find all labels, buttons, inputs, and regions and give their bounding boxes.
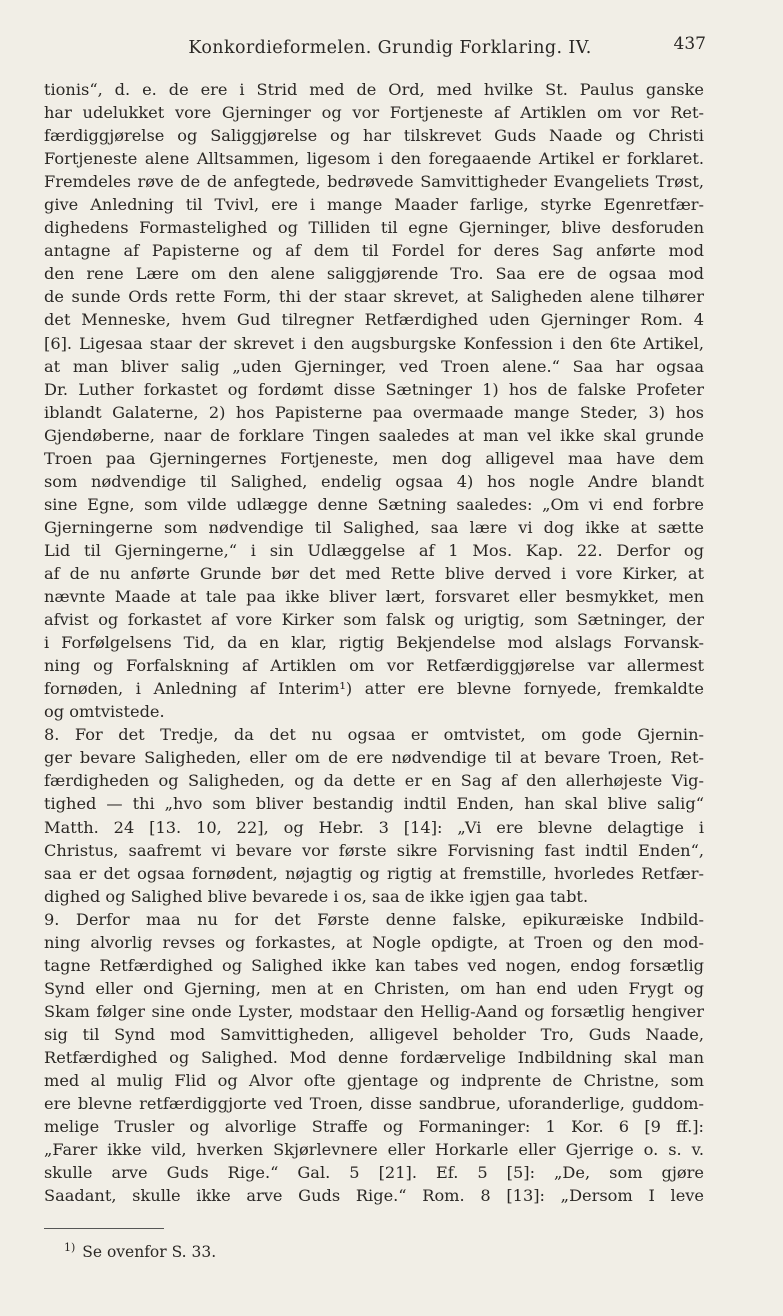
text-line: sig til Synd mod Samvittigheden, alligevel beholder Tro, Guds Naade,: [44, 1024, 704, 1044]
text-line: afvist og forkastet af vore Kirker som falsk og urigtig, som Sætninger, der: [44, 610, 704, 630]
text-line: Christus, saafremt vi bevare vor første sikre Forvisning fast indtil Enden“,: [44, 840, 704, 860]
text-line: har udelukket vore Gjerninger og vor Fortjeneste af Artiklen om vor Ret-: [44, 103, 704, 123]
text-line: dighed og Salighed blive bevarede i os, saa de ikke igjen gaa tabt.: [44, 886, 589, 906]
text-line: „Farer ikke vild, hverken Skjørlevnere eller Horkarle eller Gjerrige o. s. v.: [44, 1140, 704, 1160]
text-line: Retfærdighed og Salighed. Mod denne fordærvelige Indbildning skal man: [44, 1047, 704, 1067]
text-line: den rene Lære om den alene saliggjørende Tro. Saa ere de ogsaa mod: [44, 264, 704, 284]
text-line: skulle arve Guds Rige.“ Gal. 5 [21]. Ef. 5 [5]: „De, som gjøre: [44, 1163, 704, 1183]
text-line: Dr. Luther forkastet og fordømt disse Sætninger 1) hos de falske Profeter: [44, 379, 704, 399]
text-line: Matth. 24 [13. 10, 22], og Hebr. 3 [14]: „Vi ere blevne delagtige i: [44, 817, 704, 837]
text-line: dighedens Formastelighed og Tilliden til egne Gjerninger, blive desforuden: [44, 218, 704, 238]
text-line: [6]. Ligesaa staar der skrevet i den augsburgske Konfession i den 6te Artikel,: [44, 333, 704, 353]
text-line: 9. Derfor maa nu for det Første denne falske, epikuræiske Indbild-: [44, 909, 704, 929]
text-line: Lid til Gjerningerne,“ i sin Udlæggelse af 1 Mos. Kap. 22. Derfor og: [44, 540, 704, 560]
text-line: ger bevare Saligheden, eller om de ere nødvendige til at bevare Troen, Ret-: [44, 748, 704, 768]
text-line: færdiggjørelse og Saliggjørelse og har tilskrevet Guds Naade og Christi: [44, 126, 704, 146]
text-line: færdigheden og Saligheden, og da dette er en Sag af den allerhøjeste Vig-: [44, 771, 704, 791]
text-line: Synd eller ond Gjerning, men at en Christen, om han end uden Frygt og: [44, 978, 704, 998]
text-line: melige Trusler og alvorlige Straffe og Formaninger: 1 Kor. 6 [9 ff.]:: [44, 1117, 704, 1137]
page-number: 437: [673, 34, 706, 54]
footnote: [64, 1238, 564, 1262]
text-line: fornøden, i Anledning af Interim¹) atter ere blevne fornyede, fremkaldte: [44, 679, 704, 699]
text-line: af de nu anførte Grunde bør det med Rette blive derved i vore Kirker, at: [44, 563, 704, 583]
text-line: saa er det ogsaa fornødent, nøjagtig og rigtig at fremstille, hvorledes Retfær-: [44, 863, 704, 883]
text-line: 8. For det Tredje, da det nu ogsaa er omtvistet, om gode Gjernin-: [44, 725, 704, 745]
text-line: ere blevne retfærdiggjorte ved Troen, disse sandbrue, uforanderlige, guddom-: [44, 1094, 704, 1114]
text-line: antagne af Papisterne og af dem til Fordel for deres Sag anførte mod: [44, 241, 704, 261]
text-line: Fremdeles røve de de anfegtede, bedrøvede Samvittigheder Evangeliets Trøst,: [44, 172, 704, 192]
text-line: i Forfølgelsens Tid, da en klar, rigtig Bekjendelse mod alslags Forvansk-: [44, 633, 704, 653]
text-line: som nødvendige til Salighed, endelig ogsaa 4) hos nogle Andre blandt: [44, 471, 704, 491]
text-line: sine Egne, som vilde udlægge denne Sætning saaledes: „Om vi end forbre: [44, 494, 704, 514]
text-line: de sunde Ords rette Form, thi der staar skrevet, at Saligheden alene tilhører: [44, 287, 704, 307]
text-line: give Anledning til Tvivl, ere i mange Maader farlige, styrke Egenretfær-: [44, 195, 704, 215]
text-line: at man bliver salig „uden Gjerninger, ved Troen alene.“ Saa har ogsaa: [44, 356, 704, 376]
running-head: [0, 32, 783, 62]
text-line: nævnte Maade at tale paa ikke bliver lært, forsvaret eller besmykket, men: [44, 587, 704, 607]
footnote-marker: 1): [64, 1241, 76, 1254]
text-line: tagne Retfærdighed og Salighed ikke kan tabes ved nogen, endog forsætlig: [44, 955, 704, 975]
text-line: ning og Forfalskning af Artiklen om vor Retfærdiggjørelse var allermest: [44, 656, 704, 676]
text-line: med al mulig Flid og Alvor ofte gjentage og indprente de Christne, som: [44, 1071, 704, 1091]
text-line: tighed — thi „hvo som bliver bestandig indtil Enden, han skal blive salig“: [44, 794, 704, 814]
footnote-text: Se ovenfor S. 33.: [82, 1243, 217, 1262]
text-line: Skam følger sine onde Lyster, modstaar den Hellig-Aand og forsætlig hengiver: [44, 1001, 704, 1021]
text-line: Gjerningerne som nødvendige til Salighed, saa lære vi dog ikke at sætte: [44, 517, 704, 537]
text-line: det Menneske, hvem Gud tilregner Retfærdighed uden Gjerninger Rom. 4: [44, 310, 704, 330]
text-line: ning alvorlig revses og forkastes, at Nogle opdigte, at Troen og den mod-: [44, 932, 704, 952]
text-line: tionis“, d. e. de ere i Strid med de Ord, med hvilke St. Paulus ganske: [44, 80, 704, 99]
text-line: og omtvistede.: [44, 702, 165, 722]
body-text: [44, 78, 704, 1207]
text-line: Troen paa Gjerningernes Fortjeneste, men dog alligevel maa have dem: [44, 448, 704, 468]
text-line: Gjendøberne, naar de forklare Tingen saaledes at man vel ikke skal grunde: [44, 425, 704, 445]
text-line: Fortjeneste alene Alltsammen, ligesom i den foregaaende Artikel er forklaret.: [44, 149, 704, 169]
footnote-rule: [44, 1228, 164, 1229]
text-line: Saadant, skulle ikke arve Guds Rige.“ Rom. 8 [13]: „Dersom I leve: [44, 1186, 704, 1206]
running-title: Konkordieformelen. Grundig Forklaring. IV.: [188, 38, 592, 58]
text-line: iblandt Galaterne, 2) hos Papisterne paa overmaade mange Steder, 3) hos: [44, 402, 704, 422]
